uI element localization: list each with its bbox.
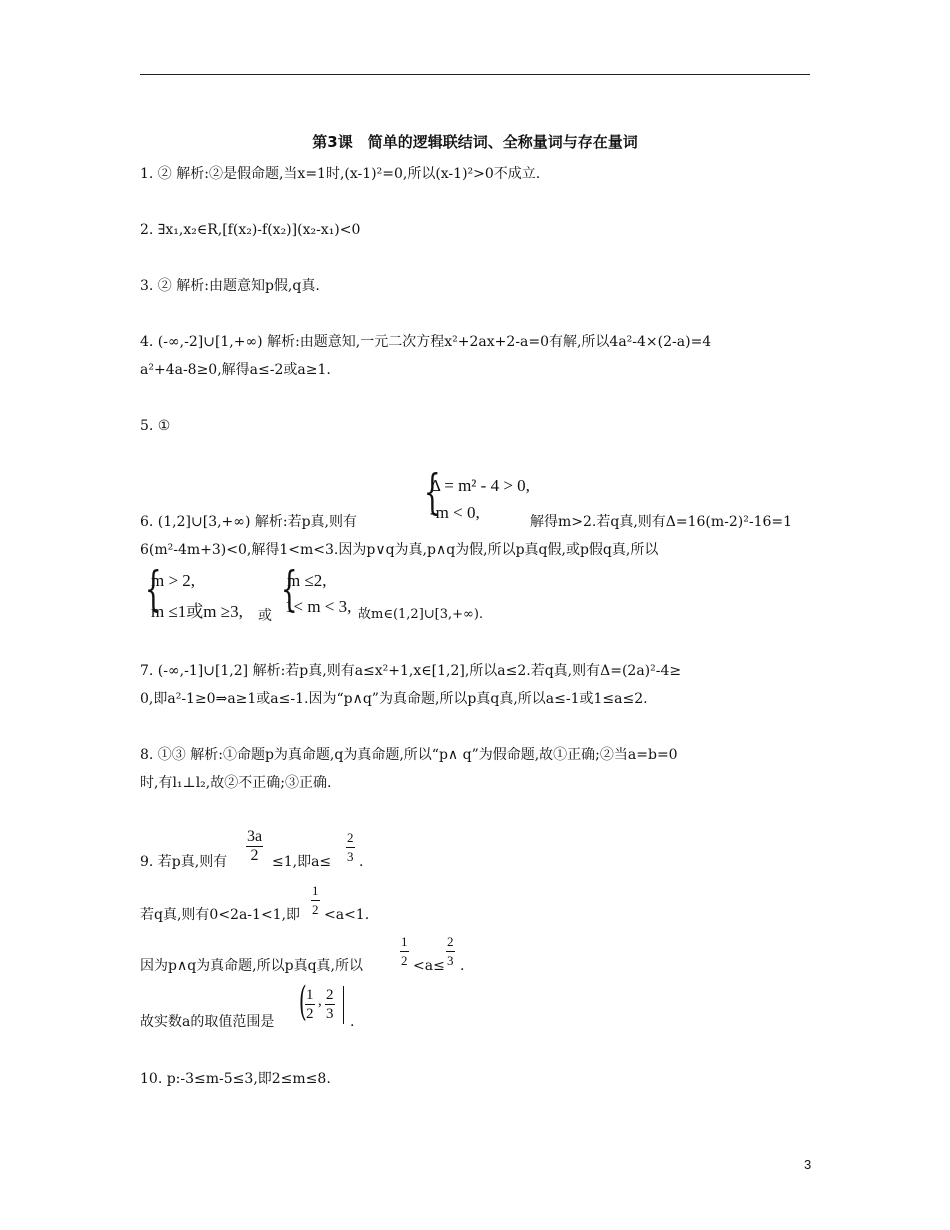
system-line-2: -m < 0, <box>430 503 480 522</box>
answer-6-line-2: 6(m²-4m+3)<0,解得1<m<3.因为p∨q为真,p∧q为假,所以p真q假,或p假q真,所以 <box>140 542 659 558</box>
answer-9-pq-mid: <a≤ <box>413 958 445 974</box>
answer-4-line-1: 4. (-∞,-2]∪[1,+∞) 解析:由题意知,一元二次方程x²+2ax+2-a=0有解,所以4a²-4×(2-a)=4 <box>140 334 712 350</box>
fraction-1-over-2 <box>400 933 409 970</box>
answer-9-mid: ≤1,即a≤ <box>272 854 332 870</box>
fraction-2-over-3 <box>346 829 355 866</box>
header-rule <box>140 74 810 75</box>
fraction-numerator: 3a <box>247 828 263 845</box>
fraction-numerator: 2 <box>446 933 455 952</box>
fraction-1-over-2 <box>305 986 315 1023</box>
fraction-denominator: 3 <box>326 1006 334 1022</box>
answer-10: 10. p:-3≤m-5≤3,即2≤m≤8. <box>140 1071 331 1087</box>
system-brace-a: { <box>144 561 162 617</box>
fraction-numerator: 1 <box>400 933 409 952</box>
fraction-denominator: 2 <box>401 953 408 968</box>
answer-9-pq-true: 因为p∧q为真命题,所以p真q真,所以 <box>140 958 363 974</box>
right-bracket <box>340 986 344 1024</box>
system-b-line-1: m ≤2, <box>287 571 327 590</box>
fraction-denominator: 2 <box>250 847 259 864</box>
fraction-numerator: 2 <box>346 829 355 848</box>
page-title: 第3课 简单的逻辑联结词、全称量词与存在量词 <box>312 133 638 151</box>
fraction-numerator: 2 <box>326 987 334 1003</box>
answer-6-conclusion: 故m∈(1,2]∪[3,+∞). <box>358 607 484 622</box>
fraction-denominator: 3 <box>347 849 354 864</box>
answer-1: 1. ② 解析:②是假命题,当x=1时,(x-1)²=0,所以(x-1)²>0不成立. <box>140 166 541 182</box>
system-brace: { <box>423 464 441 520</box>
fraction-2-over-3 <box>446 933 455 970</box>
answer-9-range: 故实数a的取值范围是 <box>140 1014 275 1030</box>
fraction-2-over-3 <box>325 986 335 1023</box>
answer-4-line-2: a²+4a-8≥0,解得a≤-2或a≥1. <box>140 362 331 378</box>
answer-9-q-true: 若q真,则有0<2a-1<1,即 <box>140 907 301 923</box>
answer-9-lead: 9. 若p真,则有 <box>140 854 228 870</box>
system-brace-b: { <box>280 561 298 617</box>
fraction-denominator: 2 <box>312 902 319 917</box>
or-word: 或 <box>258 608 272 624</box>
answer-6-line-1-left: 6. (1,2]∪[3,+∞) 解析:若p真,则有 <box>140 514 357 530</box>
fraction-3a-over-2 <box>246 828 263 865</box>
answer-2: 2. ∃x₁,x₂∈R,[f(x₂)-f(x₂)](x₂-x₁)<0 <box>140 222 361 238</box>
answer-5: 5. ① <box>140 418 171 434</box>
answer-9-q-true-end: <a<1. <box>324 907 370 923</box>
system-b-line-2: 1< m < 3, <box>285 597 352 616</box>
fraction-1-over-2 <box>311 882 320 919</box>
answer-8-line-2: 时,有l₁⊥l₂,故②不正确;③正确. <box>140 775 332 791</box>
left-paren: ( <box>298 979 307 1025</box>
answer-3: 3. ② 解析:由题意知p假,q真. <box>140 278 320 294</box>
fraction-numerator: 1 <box>306 987 314 1003</box>
fraction-denominator: 3 <box>447 953 454 968</box>
answer-9-pq-end: . <box>460 958 465 974</box>
answer-9-range-end: . <box>350 1014 355 1030</box>
answer-7-line-2: 0,即a²-1≥0⇒a≥1或a≤-1.因为“p∧q”为真命题,所以p真q真,所以a≤-1或1≤a≤2. <box>140 691 648 707</box>
answer-7-line-1: 7. (-∞,-1]∪[1,2] 解析:若p真,则有a≤x²+1,x∈[1,2],所以a≤2.若q真,则有Δ=(2a)²-4≥ <box>140 663 682 679</box>
interval-comma: , <box>318 993 322 1009</box>
fraction-numerator: 1 <box>311 882 320 901</box>
answer-8-line-1: 8. ①③ 解析:①命题p为真命题,q为真命题,所以“p∧ q”为假命题,故①正确;②当a=b=0 <box>140 747 678 763</box>
page-number: 3 <box>804 1157 812 1172</box>
answer-9-end: . <box>359 854 364 870</box>
system-line-1: Δ = m² - 4 > 0, <box>430 476 530 495</box>
fraction-denominator: 2 <box>306 1006 314 1022</box>
system-a-line-2: m ≤1或m ≥3, <box>151 602 243 621</box>
answer-6-line-1-right: 解得m>2.若q真,则有Δ=16(m-2)²-16=1 <box>530 514 793 530</box>
system-a-line-1: m > 2, <box>151 571 196 590</box>
